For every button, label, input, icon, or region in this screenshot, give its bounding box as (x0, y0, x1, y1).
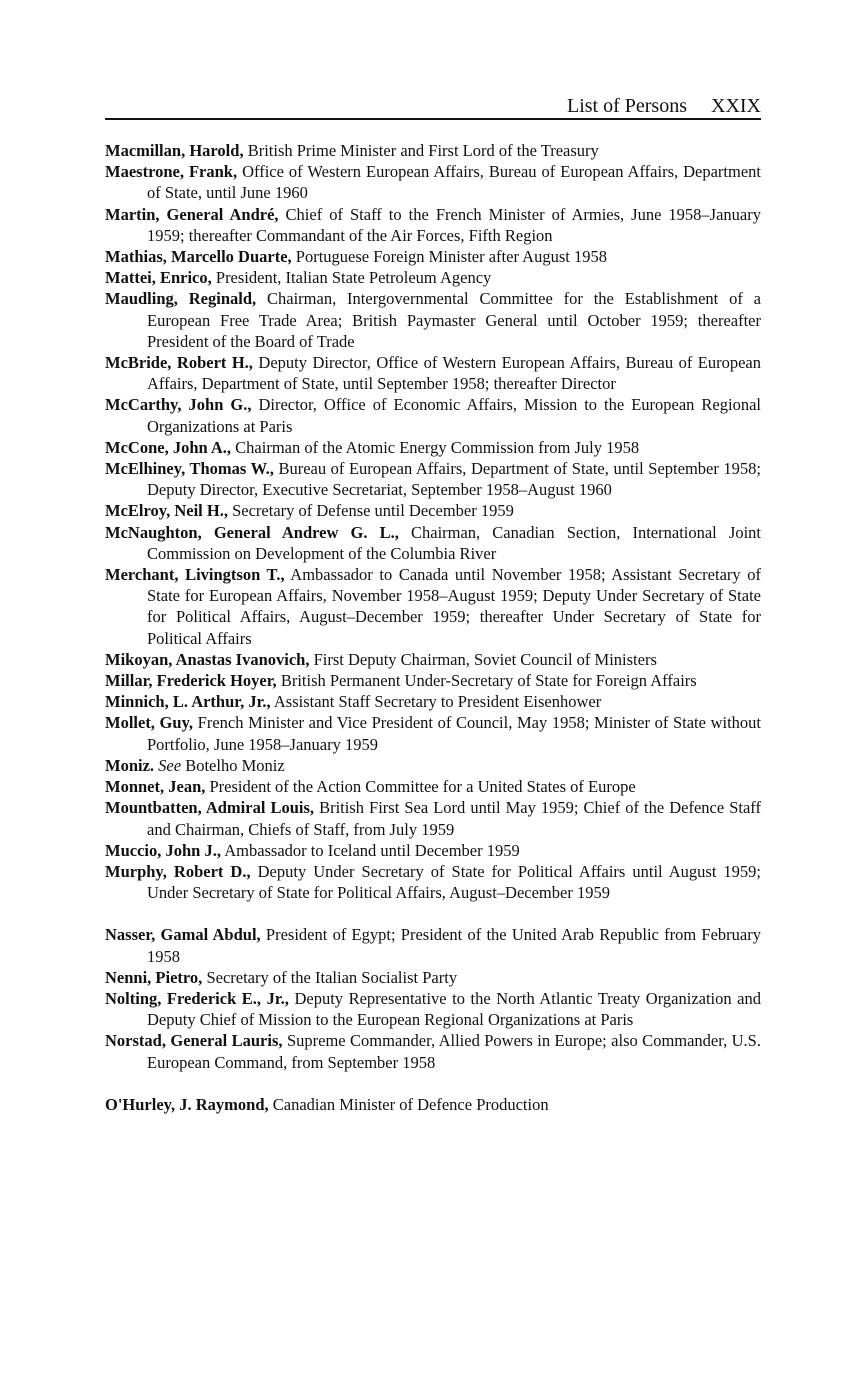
person-entry (105, 1030, 761, 1072)
person-name: Martin, General André, (105, 204, 279, 224)
person-name: Merchant, Livingtson T., (105, 565, 285, 585)
person-name: Mollet, Guy, (105, 713, 194, 733)
person-description: Chairman, Canadian Section, International Joint Commission on Development of the Columbia River (147, 522, 761, 563)
person-name: Moniz. (105, 755, 155, 775)
header-title: List of Persons (567, 95, 687, 117)
person-name: Nolting, Frederick E., Jr., (105, 988, 289, 1008)
person-entry (105, 670, 761, 691)
person-entry (105, 246, 761, 267)
person-description: French Minister and Vice President of Council, May 1958; Minister of State without Portfolio, June 1958–January 1959 (147, 713, 761, 754)
person-name: McBride, Robert H., (105, 353, 253, 373)
person-name: Muccio, John J., (105, 840, 221, 860)
person-name: Maestrone, Frank, (105, 162, 238, 182)
person-name: McElroy, Neil H., (105, 501, 228, 521)
person-entry (105, 967, 761, 988)
person-entry (105, 394, 761, 436)
person-description: President, Italian State Petroleum Agency (215, 268, 492, 288)
person-description: Portuguese Foreign Minister after August 1958 (295, 247, 607, 267)
person-description: Secretary of the Italian Socialist Party (206, 967, 458, 987)
person-name: McCarthy, John G., (105, 395, 252, 415)
person-entry (105, 988, 761, 1030)
person-entry (105, 437, 761, 458)
see-reference-label: See (158, 755, 182, 775)
person-entry (105, 288, 761, 352)
list-of-persons (105, 140, 761, 1115)
person-description: President of Egypt; President of the United Arab Republic from February 1958 (147, 925, 761, 966)
person-description: Ambassador to Iceland until December 1959 (224, 840, 520, 860)
person-description: Chairman, Intergovernmental Committee for the Establishment of a European Free Trade Area; British Paymaster General until October 1959; thereafter President of the Board of Trade (147, 289, 761, 351)
person-entry (105, 564, 761, 649)
person-entry (105, 204, 761, 246)
person-description: Supreme Commander, Allied Powers in Europe; also Commander, U.S. European Command, from September 1958 (147, 1031, 761, 1072)
person-description: Assistant Staff Secretary to President Eisenhower (273, 692, 602, 712)
person-entry (105, 522, 761, 564)
person-entry (105, 649, 761, 670)
person-name: Millar, Frederick Hoyer, (105, 671, 277, 691)
person-description: British Prime Minister and First Lord of the Treasury (247, 141, 599, 160)
person-description: British Permanent Under-Secretary of State for Foreign Affairs (280, 671, 697, 691)
running-header (105, 88, 761, 120)
person-name: O'Hurley, J. Raymond, (105, 1094, 269, 1114)
person-description: Deputy Under Secretary of State for Political Affairs until August 1959; Under Secretary of State for Political Affairs, August–December 1959 (147, 861, 762, 903)
person-entry (105, 861, 761, 903)
section-gap (105, 1073, 761, 1094)
person-name: Maudling, Reginald, (105, 289, 257, 309)
person-entry (105, 840, 761, 861)
person-name: Murphy, Robert D., (105, 861, 251, 881)
person-entry (105, 161, 761, 203)
person-entry (105, 797, 761, 839)
person-entry (105, 1094, 761, 1115)
person-entry (105, 458, 761, 500)
person-name: McElhiney, Thomas W., (105, 459, 274, 479)
person-description: Secretary of Defense until December 1959 (232, 501, 514, 521)
person-description: President of the Action Committee for a United States of Europe (209, 777, 636, 797)
person-description: Ambassador to Canada until November 1958; Assistant Secretary of State for European Affairs, November 1958–August 1959; Deputy Under Secretary of State for Political Affairs, August–December 1959; thereafter Under Secretary of State for Political Affairs (147, 565, 761, 648)
person-entry (105, 267, 761, 288)
see-reference-target: Botelho Moniz (185, 755, 285, 775)
person-description: Director, Office of Economic Affairs, Mission to the European Regional Organizations at Paris (147, 395, 761, 436)
person-entry (105, 352, 761, 394)
person-entry (105, 500, 761, 521)
person-name: Monnet, Jean, (105, 777, 206, 797)
person-name: Mountbatten, Admiral Louis, (105, 798, 315, 818)
person-description: Canadian Minister of Defence Production (272, 1094, 549, 1114)
person-description: Chairman of the Atomic Energy Commission from July 1958 (235, 437, 640, 457)
person-name: Nenni, Pietro, (105, 967, 203, 987)
person-entry (105, 691, 761, 712)
person-description: Office of Western European Affairs, Bureau of European Affairs, Department of State, until June 1960 (147, 162, 761, 203)
person-description: Bureau of European Affairs, Department of State, until September 1958; Deputy Director, Executive Secretariat, September 1958–August 1960 (147, 459, 762, 500)
person-description: Deputy Director, Office of Western European Affairs, Bureau of European Affairs, Department of State, until September 1958; thereafter Director (147, 353, 761, 394)
person-name: Mattei, Enrico, (105, 268, 212, 288)
person-entry (105, 140, 761, 161)
section-gap (105, 903, 761, 924)
person-name: McCone, John A., (105, 437, 232, 457)
person-description: British First Sea Lord until May 1959; Chief of the Defence Staff and Chairman, Chiefs of Staff, from July 1959 (147, 798, 761, 839)
person-name: Norstad, General Lauris, (105, 1031, 283, 1051)
person-description: Deputy Representative to the North Atlantic Treaty Organization and Deputy Chief of Mission to the European Regional Organizations at Paris (147, 988, 761, 1030)
person-entry (105, 755, 761, 776)
person-name: Minnich, L. Arthur, Jr., (105, 692, 271, 712)
person-entry (105, 924, 761, 966)
person-name: Nasser, Gamal Abdul, (105, 925, 261, 945)
person-name: Macmillan, Harold, (105, 141, 244, 160)
person-name: Mikoyan, Anastas Ivanovich, (105, 649, 310, 669)
page-number: XXIX (711, 95, 761, 117)
person-name: Mathias, Marcello Duarte, (105, 247, 292, 267)
person-description: First Deputy Chairman, Soviet Council of Ministers (313, 649, 657, 669)
person-entry (105, 776, 761, 797)
person-description: Chief of Staff to the French Minister of Armies, June 1958–January 1959; thereafter Commandant of the Air Forces, Fifth Region (147, 204, 761, 245)
person-entry (105, 712, 761, 754)
person-name: McNaughton, General Andrew G. L., (105, 522, 399, 542)
